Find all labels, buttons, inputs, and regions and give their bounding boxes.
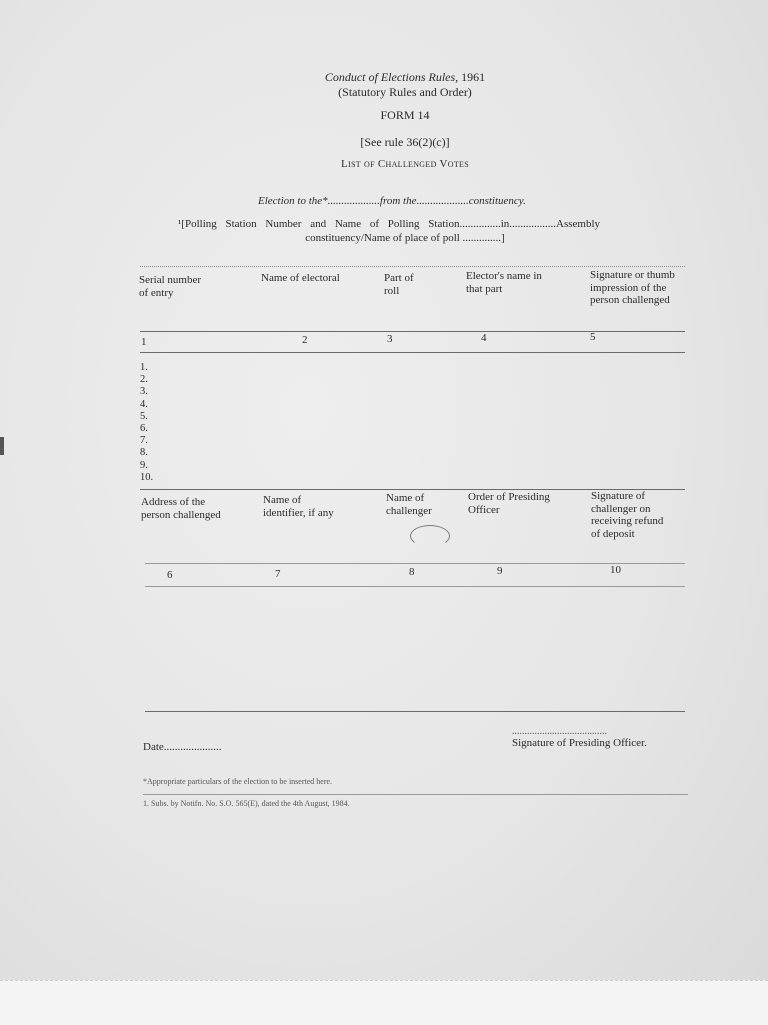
signature-line: ...................................... [512, 726, 607, 737]
column-number-2: 2 [302, 334, 308, 346]
serial-list [140, 362, 153, 484]
rules-title-text: Conduct of Elections Rules, [324, 70, 459, 84]
page-edge [0, 980, 768, 1025]
column-number-7: 7 [275, 568, 281, 580]
column-header-electoral: Name of electoral [261, 272, 340, 284]
serial-number: 5. [140, 410, 148, 422]
table-bottom-end-rule [145, 711, 685, 712]
serial-number: 6. [140, 422, 148, 434]
column-number-9: 9 [497, 565, 503, 577]
serial-number: 10. [140, 471, 154, 483]
rules-subtitle: (Statutory Rules and Order) [338, 85, 472, 99]
presiding-officer-signature: Signature of Presiding Officer. [512, 737, 647, 749]
column-header-refund-signature: Signature of challenger on receiving refund of deposit [591, 490, 664, 540]
column-number-8: 8 [409, 566, 415, 578]
column-header-order: Order of Presiding Officer [468, 491, 550, 516]
column-header-identifier: Name of identifier, if any [263, 494, 334, 519]
serial-number: 7. [140, 435, 148, 447]
table-bottom-number-rule [145, 586, 685, 587]
footnote-asterisk: *Appropriate particulars of the election to be inserted here. [143, 777, 333, 786]
polling-line-2: constituency/Name of place of poll ..............] [305, 232, 505, 244]
form-title: List of Challenged Votes [341, 158, 469, 170]
column-header-address: Address of the person challenged [141, 496, 221, 521]
table-bottom-header-rule [145, 563, 685, 564]
footnote-1: 1. Subs. by Notifn. No. S.O. 565(E), dated the 4th August, 1984. [143, 799, 350, 808]
column-header-challenger: Name of challenger [386, 492, 432, 517]
rule-reference: [See rule 36(2)(c)] [360, 135, 450, 149]
table-header-rule [140, 331, 685, 332]
column-number-5: 5 [590, 331, 596, 343]
column-number-3: 3 [387, 333, 393, 345]
rules-year: 1961 [461, 70, 486, 84]
column-number-6: 6 [167, 569, 173, 581]
column-header-part-of-roll: Part of roll [384, 272, 414, 297]
column-number-4: 4 [481, 332, 487, 344]
column-header-signature: Signature or thumb impression of the person challenged [590, 269, 675, 306]
serial-number: 9. [140, 459, 148, 471]
serial-number: 1. [140, 362, 148, 373]
election-line: Election to the*...................from the...................constituency. [258, 195, 526, 207]
serial-number: 3. [140, 386, 148, 398]
date-field: Date..................... [143, 741, 222, 753]
serial-number: 2. [140, 374, 148, 386]
column-header-serial: Serial number of entry [139, 274, 202, 299]
pen-mark [410, 525, 450, 547]
serial-number: 4. [140, 398, 148, 410]
margin-mark [0, 437, 4, 455]
footnote-rule [143, 794, 688, 795]
rules-title [200, 70, 610, 85]
column-header-elector-name: Elector's name in that part [466, 270, 542, 295]
table-top-rule [140, 266, 685, 267]
serial-number: 8. [140, 447, 148, 459]
polling-line-1: ¹[Polling Station Number and Name of Polling Station...............in.................Assembly [178, 218, 601, 230]
table-number-rule [140, 352, 685, 353]
column-number-1: 1 [141, 336, 147, 348]
column-number-10: 10 [610, 564, 621, 576]
form-number: FORM 14 [380, 108, 430, 122]
